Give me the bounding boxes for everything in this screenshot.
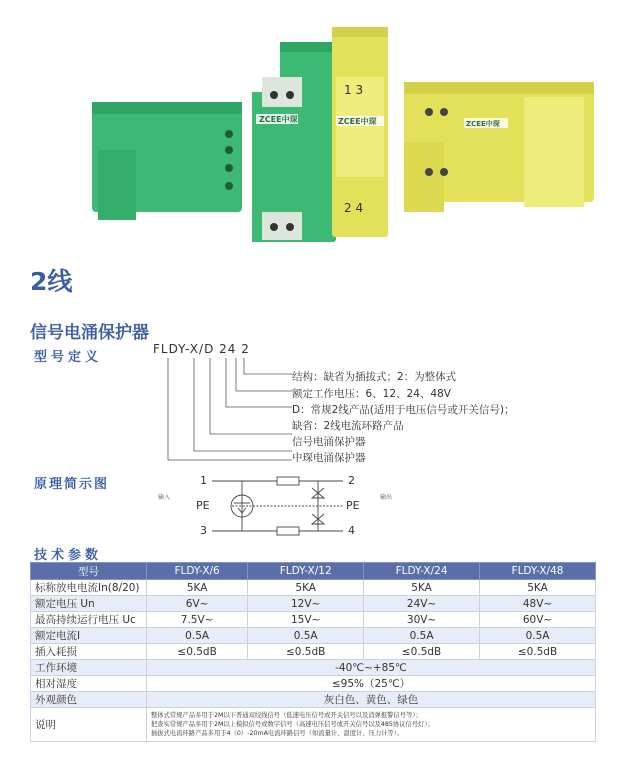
- cell: 最高持续运行电压 Uc: [31, 612, 147, 628]
- yellow-module-group: [404, 82, 594, 212]
- terminal-2: 2: [348, 474, 355, 487]
- photo-label-bottom: 2 4: [344, 201, 364, 215]
- green-module-group: [92, 42, 336, 242]
- cell: -40℃~+85℃: [147, 660, 596, 676]
- cell: 0.5A: [480, 628, 596, 644]
- cell: 48V~: [480, 596, 596, 612]
- cell: 15V~: [248, 612, 364, 628]
- def-line-brand-spd: 中琛电涌保护器: [292, 452, 366, 464]
- photo-brand-green: ZCEE中琛: [259, 115, 298, 124]
- specs-header-row: [31, 563, 596, 580]
- model-definition-heading: 型号定义: [34, 350, 103, 365]
- cell: 5KA: [147, 580, 248, 596]
- cell: 外观颜色: [31, 692, 147, 708]
- cell: 标称放电电流In(8/20): [31, 580, 147, 596]
- terminal-1: 1: [200, 474, 207, 487]
- cell: 额定电压 Un: [31, 596, 147, 612]
- table-row: [31, 660, 596, 676]
- col-x48: FLDY-X/48: [480, 563, 596, 580]
- def-line-signal-spd: 信号电涌保护器: [292, 436, 366, 448]
- photo-brand-right: ZCEE中琛: [466, 120, 500, 128]
- photo-label-top: 1 3: [344, 83, 364, 97]
- cell: 12V~: [248, 596, 364, 612]
- cell: 0.5A: [364, 628, 480, 644]
- cell: ≤0.5dB: [248, 644, 364, 660]
- col-x12: FLDY-X/12: [248, 563, 364, 580]
- col-x6: FLDY-X/6: [147, 563, 248, 580]
- cell: 7.5V~: [147, 612, 248, 628]
- table-row: [31, 692, 596, 708]
- model-definition-lines: [160, 356, 300, 461]
- cell: ≤0.5dB: [364, 644, 480, 660]
- terminal-3: 3: [200, 524, 207, 537]
- def-line-d: D：常规2线产品(适用于电压信号或开关信号)；: [292, 404, 515, 416]
- cell: 5KA: [480, 580, 596, 596]
- cell: ≤0.5dB: [480, 644, 596, 660]
- cell: 0.5A: [147, 628, 248, 644]
- specs-heading: 技术参数: [34, 548, 103, 563]
- note-line: 把查实常规产品多用于2M以上模拟信号或数字信号（高速电压信号或开关信号以及485协议信号灯）；: [151, 721, 434, 728]
- photo-brand-yellow: ZCEE中琛: [338, 117, 377, 126]
- def-line-structure: 结构：缺省为插拔式；2：为整体式: [292, 371, 457, 383]
- circuit-diagram: [210, 470, 345, 542]
- table-row: [31, 580, 596, 596]
- table-row: [31, 644, 596, 660]
- table-row: [31, 676, 596, 692]
- cell: 额定电流I: [31, 628, 147, 644]
- terminal-4: 4: [348, 524, 355, 537]
- cell: 30V~: [364, 612, 480, 628]
- table-row: [31, 596, 596, 612]
- cell: 5KA: [364, 580, 480, 596]
- product-subtitle: 信号电涌保护器: [30, 323, 149, 343]
- cell: 60V~: [480, 612, 596, 628]
- cell: 6V~: [147, 596, 248, 612]
- table-row: [31, 628, 596, 644]
- yellow-module-center: [332, 27, 388, 237]
- input-label: 输入: [158, 494, 171, 501]
- col-model: 型号: [31, 563, 147, 580]
- table-row: [31, 612, 596, 628]
- def-line-voltage: 额定工作电压：6、12、24、48V: [292, 388, 451, 400]
- output-label: 输出: [380, 494, 393, 501]
- cell: 相对湿度: [31, 676, 147, 692]
- def-line-default: 缺省：2线电流环路产品: [292, 420, 404, 432]
- note-line: 插拔式电流环路产品多用于4（0）-20mA电流环路信号（如流量计、温度计、压力计等）。: [151, 730, 404, 737]
- page-title: 2线: [30, 267, 73, 296]
- cell: 工作环境: [31, 660, 147, 676]
- pe-left: PE: [196, 499, 210, 512]
- specs-table: [30, 562, 596, 742]
- notes-cell: [147, 708, 596, 742]
- cell: 5KA: [248, 580, 364, 596]
- cell: 24V~: [364, 596, 480, 612]
- cell: 灰白色、黄色、绿色: [147, 692, 596, 708]
- cell: 说明: [31, 708, 147, 742]
- pe-right: PE: [346, 499, 360, 512]
- cell: 0.5A: [248, 628, 364, 644]
- cell: ≤0.5dB: [147, 644, 248, 660]
- schematic-heading: 原理简示图: [34, 477, 110, 492]
- note-line: 整体式常规产品多用于2M以下普通双绞线信号（低速电压信号或开关信号以及消弹报警信号等）；: [151, 712, 422, 719]
- col-x24: FLDY-X/24: [364, 563, 480, 580]
- product-photo: [84, 22, 604, 252]
- cell: 插入耗损: [31, 644, 147, 660]
- table-row: [31, 708, 596, 742]
- cell: ≤95%（25℃）: [147, 676, 596, 692]
- model-code: FLDY-X/D 24 2: [153, 342, 250, 356]
